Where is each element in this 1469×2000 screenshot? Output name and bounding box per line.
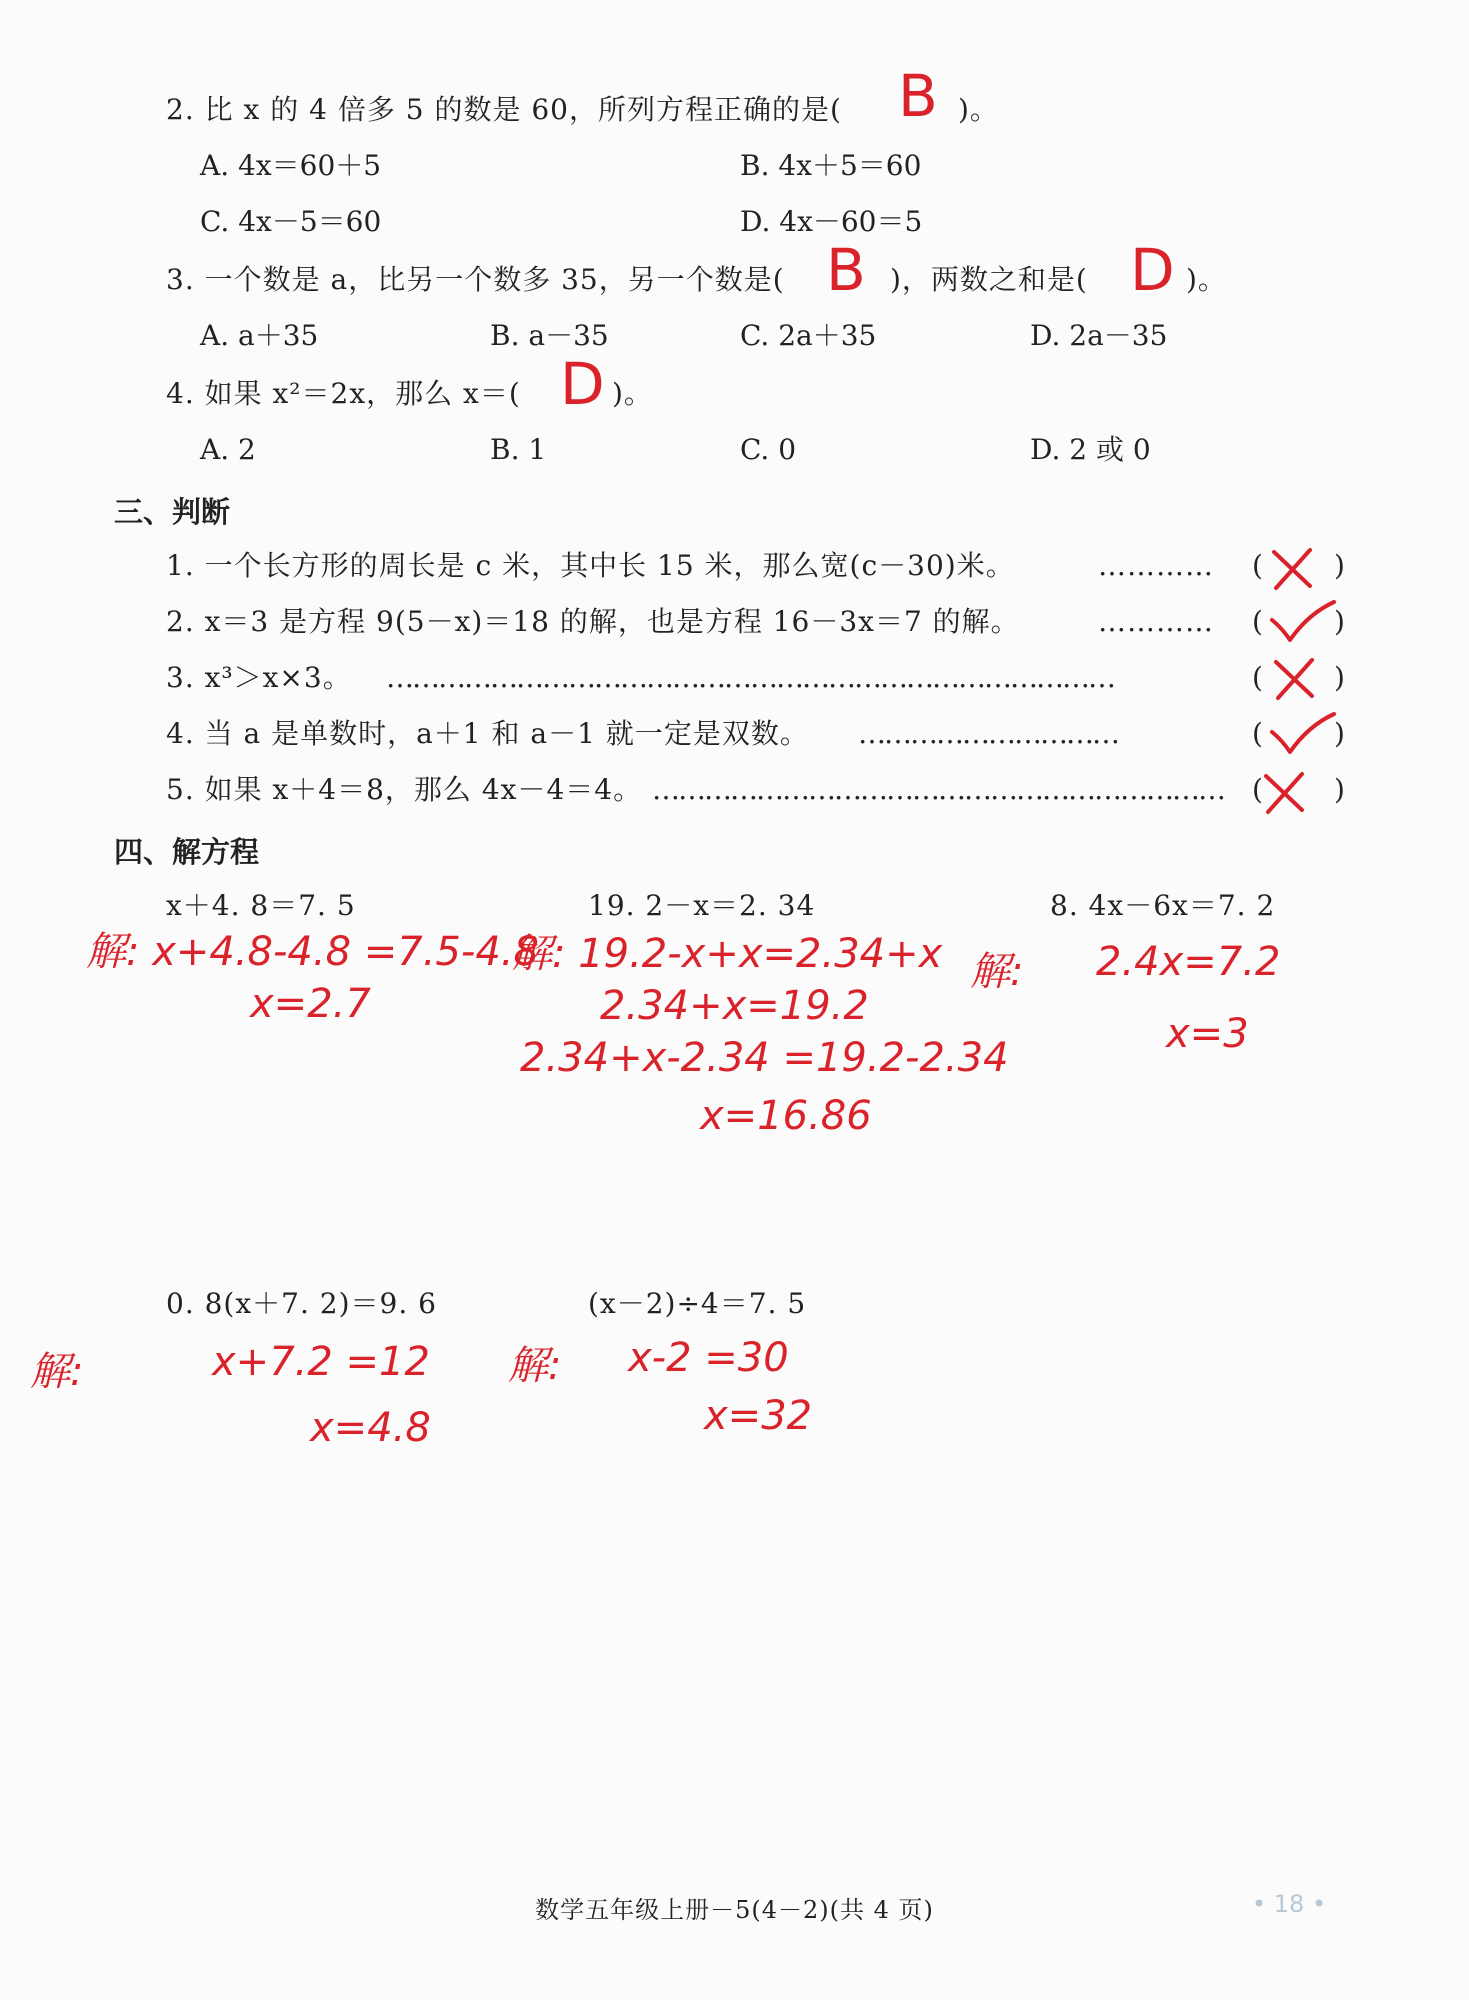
equation-2: 19. 2－x＝2. 34 [588, 889, 816, 922]
q4-option-b: B. 1 [490, 433, 547, 466]
section-title-equations: 四、解方程 [114, 835, 260, 869]
q4-close: )。 [612, 377, 653, 410]
equation-2-work-3: 2.34+x-2.34 =19.2-2.34 [520, 1035, 1009, 1081]
q2-answer: B [898, 62, 938, 130]
cross-mark-icon [1258, 770, 1310, 816]
equation-3-work-3: x=3 [1166, 1011, 1249, 1057]
judge-item-3-open: ( [1252, 661, 1263, 694]
judge-item-1-close: ) [1334, 549, 1345, 582]
judge-item-4-open: ( [1252, 717, 1263, 750]
equation-5-work-1: 解: [508, 1343, 562, 1389]
q4-option-c: C. 0 [740, 433, 797, 466]
judge-item-3-dots: ………………………………………………………………………… [386, 661, 1114, 694]
q3-option-d: D. 2a－35 [1030, 319, 1168, 352]
equation-3-work-2: 2.4x=7.2 [1096, 939, 1281, 985]
q3-mid: )，两数之和是( [890, 263, 1088, 296]
judge-item-4-close: ) [1334, 717, 1345, 750]
page-footer: 数学五年级上册－5(4－2)(共 4 页) [535, 1896, 934, 1924]
q4-option-a: A. 2 [200, 433, 256, 466]
cross-mark-icon [1266, 546, 1318, 592]
judge-item-1-open: ( [1252, 549, 1263, 582]
equation-3: 8. 4x－6x＝7. 2 [1050, 889, 1276, 922]
equation-4-work-3: x=4.8 [310, 1405, 431, 1451]
judge-item-2-close: ) [1334, 605, 1345, 638]
equation-2-work-4: x=16.86 [700, 1093, 872, 1139]
equation-5-work-3: x=32 [704, 1393, 813, 1439]
q3-close: )。 [1186, 263, 1227, 296]
q3-answer-1: B [826, 236, 866, 304]
judge-item-1-dots: ………… [1098, 549, 1214, 582]
section-title-judge: 三、判断 [114, 495, 231, 529]
judge-item-2-open: ( [1252, 605, 1263, 638]
q2-stem: 2. 比 x 的 4 倍多 5 的数是 60，所列方程正确的是( [166, 93, 842, 126]
equation-3-work-1: 解: [970, 949, 1024, 995]
judge-item-5: 5. 如果 x＋4＝8，那么 4x－4＝4。 [166, 773, 643, 806]
equation-1-work-1: 解: x+4.8-4.8 =7.5-4.8 [86, 929, 539, 975]
judge-item-5-close: ) [1334, 773, 1345, 806]
judge-item-4-dots: ………………………… [858, 717, 1118, 750]
q2-option-a: A. 4x＝60＋5 [200, 149, 382, 182]
judge-item-5-dots: ………………………………………………………… [652, 773, 1224, 806]
q2-option-c: C. 4x－5＝60 [200, 205, 382, 238]
q2-option-b: B. 4x＋5＝60 [740, 149, 922, 182]
page-number: • 18 • [1252, 1890, 1327, 1918]
judge-item-4: 4. 当 a 是单数时，a＋1 和 a－1 就一定是双数。 [166, 717, 809, 750]
q3-stem: 3. 一个数是 a，比另一个数多 35，另一个数是( [166, 263, 785, 296]
judge-item-1: 1. 一个长方形的周长是 c 米，其中长 15 米，那么宽(c－30)米。 [166, 549, 1015, 582]
q2-option-d: D. 4x－60＝5 [740, 205, 923, 238]
q4-stem: 4. 如果 x²＝2x，那么 x＝( [166, 377, 521, 410]
judge-item-5-open: ( [1252, 773, 1263, 806]
equation-2-work-1: 解: 19.2-x+x=2.34+x [512, 931, 943, 977]
q3-option-a: A. a＋35 [200, 319, 319, 352]
judge-item-3: 3. x³＞x×3。 [166, 661, 352, 694]
q3-option-b: B. a－35 [490, 319, 609, 352]
equation-5-work-2: x-2 =30 [628, 1335, 789, 1381]
equation-2-work-2: 2.34+x=19.2 [600, 983, 869, 1029]
cross-mark-icon [1268, 656, 1320, 702]
judge-item-3-close: ) [1334, 661, 1345, 694]
judge-item-2-dots: ………… [1098, 605, 1214, 638]
q2-close: )。 [958, 93, 999, 126]
equation-1-work-2: x=2.7 [250, 981, 371, 1027]
judge-item-2: 2. x＝3 是方程 9(5－x)＝18 的解，也是方程 16－3x＝7 的解。 [166, 605, 1020, 638]
equation-5: (x－2)÷4＝7. 5 [588, 1287, 807, 1320]
equation-4: 0. 8(x＋7. 2)＝9. 6 [166, 1287, 437, 1320]
equation-4-work-2: x+7.2 =12 [212, 1339, 430, 1385]
equation-1: x＋4. 8＝7. 5 [166, 889, 356, 922]
q3-option-c: C. 2a＋35 [740, 319, 877, 352]
q3-answer-2: D [1130, 236, 1175, 304]
check-mark-icon [1268, 710, 1338, 758]
q4-option-d: D. 2 或 0 [1030, 433, 1151, 466]
q4-answer: D [560, 350, 605, 418]
equation-4-work-1: 解: [30, 1349, 84, 1395]
check-mark-icon [1268, 598, 1338, 646]
